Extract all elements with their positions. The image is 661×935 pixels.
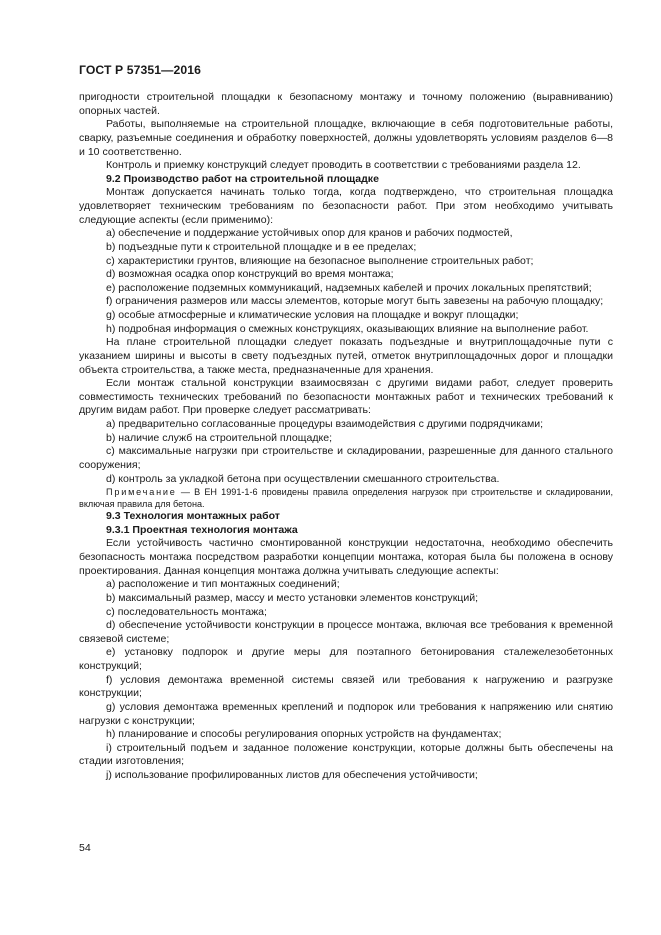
section-9-3-heading: 9.3 Технология монтажных работ: [106, 510, 280, 523]
section-9-2-paragraph-3: Если монтаж стальной конструкции взаимосвязан с другими видами работ, следует проверить совместимость технических требований по безопасности монтажных работ и технических требований к другим видам работ. При проверке следует рассматривать:: [79, 377, 613, 417]
intro-paragraph-2: Работы, выполняемые на строительной площадке, включающие в себя подготовительные работы, сварку, разъемные соединения и обработку поверхностей, должны удовлетворять условиям разделов 6—8 и 10 соответственно.: [79, 118, 613, 158]
list-item: a) расположение и тип монтажных соединений;: [106, 578, 340, 591]
list-item: a) обеспечение и поддержание устойчивых опор для кранов и рабочих подмостей,: [106, 227, 513, 240]
list-item: f) ограничения размеров или массы элементов, которые могут быть завезены на рабочую площадку;: [106, 295, 604, 308]
document-body: [79, 91, 613, 783]
list-item: b) наличие служб на строительной площадке;: [106, 431, 333, 444]
section-9-2-heading: 9.2 Производство работ на строительной площадке: [106, 172, 379, 185]
note-text: — В ЕН 1991-1-6 провидены правила определения нагрузок при строительстве и складировании, включая правила для бетона.: [79, 487, 613, 510]
intro-paragraph-1: пригодности строительной площадки к безопасному монтажу и точному положению (выравниванию) опорных частей.: [79, 91, 613, 117]
section-9-2-paragraph-1: Монтаж допускается начинать только тогда, когда подтверждено, что строительная площадка удовлетворяет техническим требованиям по безопасности работ. При этом необходимо учитывать следующие аспекты (если применимо):: [79, 186, 613, 226]
list-item: d) возможная осадка опор конструкций во время монтажа;: [106, 268, 394, 281]
list-item: h) подробная информация о смежных конструкциях, оказывающих влияние на выполнение работ.: [106, 322, 589, 335]
list-item: g) особые атмосферные и климатические условия на площадке и вокруг площадки;: [106, 309, 519, 321]
list-item: h) планирование и способы регулирования опорных устройств на фундаментах;: [106, 728, 502, 741]
list-item: b) подъездные пути к строительной площадке и в ее пределах;: [106, 240, 417, 253]
section-9-3-1-heading: 9.3.1 Проектная технология монтажа: [106, 523, 298, 536]
list-item: f) условия демонтажа временной системы связей или требования к нагружению и разгрузке конструкции;: [79, 673, 613, 700]
list-item: a) предварительно согласованные процедуры взаимодействия с другими подрядчиками;: [106, 418, 544, 430]
list-item: g) условия демонтажа временных креплений и подпорок или требования к напряжению или снятию нагрузки с конструкции;: [79, 700, 613, 727]
list-item: c) последовательность монтажа;: [106, 605, 267, 618]
list-item: c) характеристики грунтов, влияющие на безопасное выполнение строительных работ;: [106, 254, 534, 267]
list-item: d) контроль за укладкой бетона при осуществлении смешанного строительства.: [106, 472, 500, 485]
note: [79, 486, 613, 510]
list-item: e) установку подпорок и другие меры для поэтапного бетонирования сталежелезобетонных конструкций;: [79, 646, 613, 672]
list-item: i) строительный подъем и заданное положение конструкции, которые должны быть обеспечены на стадии изготовления;: [79, 741, 613, 768]
list-item: j) использование профилированных листов для обеспечения устойчивости;: [106, 769, 478, 781]
section-9-2-paragraph-2: На плане строительной площадки следует показать подъездные и внутриплощадочные пути с указанием ширины и высоты в свету подъездных путей, отметок внутриплощадочных дорог и площадки объекта строительства, а также места, предназначенные для хранения.: [79, 336, 613, 376]
page-number: 54: [79, 842, 91, 854]
list-item: e) расположение подземных коммуникаций, надземных кабелей и прочих локальных препятствий;: [106, 281, 592, 294]
note-label: Примечание: [106, 487, 177, 498]
list-item: d) обеспечение устойчивости конструкции в процессе монтажа, включая все требования к временной связевой системе;: [79, 619, 613, 645]
document-header: ГОСТ Р 57351—2016: [79, 63, 201, 77]
list-item: c) максимальные нагрузки при строительстве и складировании, разрешенные для данного стального сооружения;: [79, 445, 613, 471]
intro-paragraph-3: Контроль и приемку конструкций следует проводить в соответствии с требованиями раздела 12.: [106, 159, 581, 172]
section-9-3-1-paragraph-1: Если устойчивость частично смонтированной конструкции недостаточна, необходимо обеспечить безопасность монтажа посредством разработки концепции монтажа, которая была бы положена в основу проектирования. Данная концепция монтажа должна учитывать следующие аспекты:: [79, 537, 613, 577]
list-item: b) максимальный размер, массу и место установки элементов конструкций;: [106, 591, 479, 604]
